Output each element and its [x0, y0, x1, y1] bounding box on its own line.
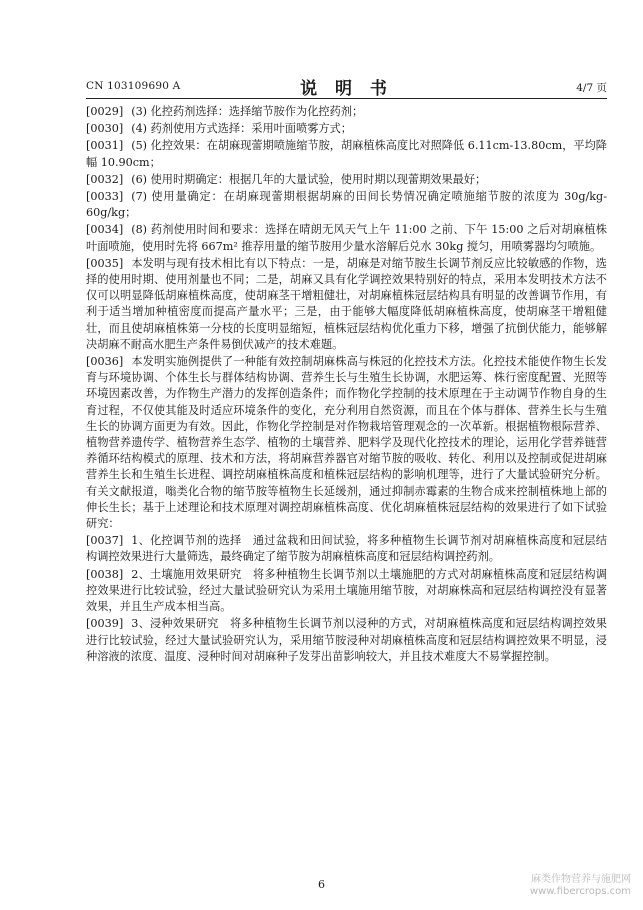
paragraph-text: (3) 化控药剂选择：选择缩节胺作为化控药剂；: [131, 105, 364, 118]
paragraph-number: [0033]: [86, 190, 124, 204]
patent-number: CN 103109690 A: [86, 80, 181, 92]
paragraph-number: [0034]: [86, 223, 124, 237]
paragraph-text: (4) 药剂使用方式选择：采用叶面喷雾方式；: [131, 122, 352, 136]
paragraph-number: [0037]: [86, 534, 124, 548]
watermark-url: www.fibercrops.com: [529, 886, 631, 897]
paragraph-0031: [86, 138, 607, 170]
paragraph-number: [0032]: [86, 172, 124, 186]
paragraph-0029: [86, 104, 607, 120]
paragraph-text: (5) 化控效果：在胡麻现蕾期喷施缩节胺，胡麻植株高度比对照降低 6.11cm-13.80cm，平均降幅 10.90cm；: [86, 139, 607, 169]
paragraph-0036: [86, 354, 607, 532]
site-watermark: [530, 874, 631, 898]
paragraph-number: [0036]: [86, 355, 124, 369]
paragraph-0035: [86, 256, 607, 353]
paragraph-number: [0031]: [86, 139, 124, 153]
paragraph-0038: [86, 567, 607, 616]
page-title: 说 明 书: [300, 79, 393, 99]
paragraph-text: 本发明与现有技术相比有以下特点：一是，胡麻是对缩节胺生长调节剂反应比较敏感的作物，选择的使用时期、使用剂量也不同；二是，胡麻又具有化学调控效果特别好的特点，采用本发明技术方法不仅可以明显降低胡麻植株高度，使胡麻茎干增粗健壮，对胡麻植株冠层结构具有明显的改善调节作用，有利于适当增加种植密度而提高产量水平；三是，由于能够大幅度降低胡麻植株高度，使胡麻茎干增粗健壮，而且使胡麻植株第一分枝的长度明显缩短，植株冠层结构优化重力下移，增强了抗倒伏能力，能够解决胡麻不耐高水肥生产条件易倒伏减产的技术难题。: [86, 256, 607, 351]
paragraph-number: [0039]: [86, 617, 124, 631]
paragraph-number: [0030]: [86, 122, 124, 136]
paragraph-0030: [86, 121, 607, 137]
paragraph-0032: [86, 172, 607, 188]
paragraph-text: (8) 药剂使用时间和要求：选择在晴朗无风天气上午 11:00 之前、下午 15:00 之后对胡麻植株叶面喷施，使用时先将 667m² 推荐用量的缩节胺用少量水溶解后兑水 30kg 搅匀，用喷雾器均匀喷施。: [86, 223, 607, 253]
document-header: [86, 74, 607, 99]
paragraph-number: [0029]: [86, 105, 124, 118]
watermark-title: 麻类作物营养与施肥网: [531, 874, 631, 885]
paragraph-text: 本发明实施例提供了一种能有效控制胡麻株高与株冠的化控技术方法。化控技术能使作物生长发育与环境协调、个体生长与群体结构协调、营养生长与生殖生长协调，水肥运筹、株行密度配置、光照等环境因素改善，为作物生产潜力的发挥创造条件；而作物化学控制的技术原理在于主动调节作物自身的生育过程，不仅使其能及时适应环境条件的变化，充分利用自然资源，而且在个体与群体、营养生长与生殖生长的协调方面更为有效。因此，作物化学控制是对作物栽培管理观念的一次革新。根据植物根际营养、植物营养遗传学、植物营养生态学、植物的土壤营养、肥料学及现代化控技术的理论，运用化学营养链营养循环结构模式的原理、技术和方法，将胡麻营养器官对缩节胺的吸收、转化、利用以及控制或促进胡麻营养生长和生殖生长进程、调控胡麻植株高度和植株冠层结构的影响机理等，进行了大量试验研究分析。有关文献报道，嗡类化合物的缩节胺等植物生长延缓剂，通过抑制赤霉素的生物合成来控制植株地上部的伸长生长；基于上述理论和技术原理对调控胡麻植株高度、优化胡麻植株冠层结构的效果进行了如下试验研究：: [86, 355, 607, 531]
document-body: [86, 104, 607, 666]
paragraph-0033: [86, 189, 607, 221]
page-indicator: 4/7 页: [576, 82, 607, 94]
paragraph-text: 2、土壤施用效果研究 将多种植物生长调节剂以土壤施肥的方式对胡麻植株高度和冠层结构调控效果进行比较试验，经过大量试验研究认为采用土壤施用缩节胺，对胡麻株高和冠层结构调控没有显著效果，并且生产成本相当高。: [86, 567, 607, 614]
paragraph-text: (7) 使用量确定：在胡麻现蕾期根据胡麻的田间长势情况确定喷施缩节胺的浓度为 30g/kg-60g/kg；: [86, 190, 607, 220]
paragraph-number: [0035]: [86, 256, 124, 270]
paragraph-0039: [86, 616, 607, 665]
paragraph-text: 3、浸种效果研究 将多种植物生长调节剂以浸种的方式，对胡麻植株高度和冠层结构调控效果进行比较试验，经过大量试验研究认为，采用缩节胺浸种对胡麻植株高度和冠层结构调控效果不明显，浸种溶液的浓度、温度、浸种时间对胡麻种子发芽出苗影响较大，并且技术难度大不易掌握控制。: [86, 617, 607, 663]
paragraph-text: (6) 使用时期确定：根据几年的大量试验，使用时期以现蕾期效果最好；: [131, 172, 487, 186]
page-number: 6: [318, 878, 325, 891]
paragraph-0034: [86, 222, 607, 254]
paragraph-text: 1、化控调节剂的选择 通过盆栽和田间试验，将多种植物生长调节剂对胡麻植株高度和冠层结构调控效果进行大量筛选，最终确定了缩节胺为胡麻植株高度和冠层结构调控药剂。: [86, 534, 607, 564]
paragraph-number: [0038]: [86, 567, 124, 581]
paragraph-0037: [86, 533, 607, 565]
